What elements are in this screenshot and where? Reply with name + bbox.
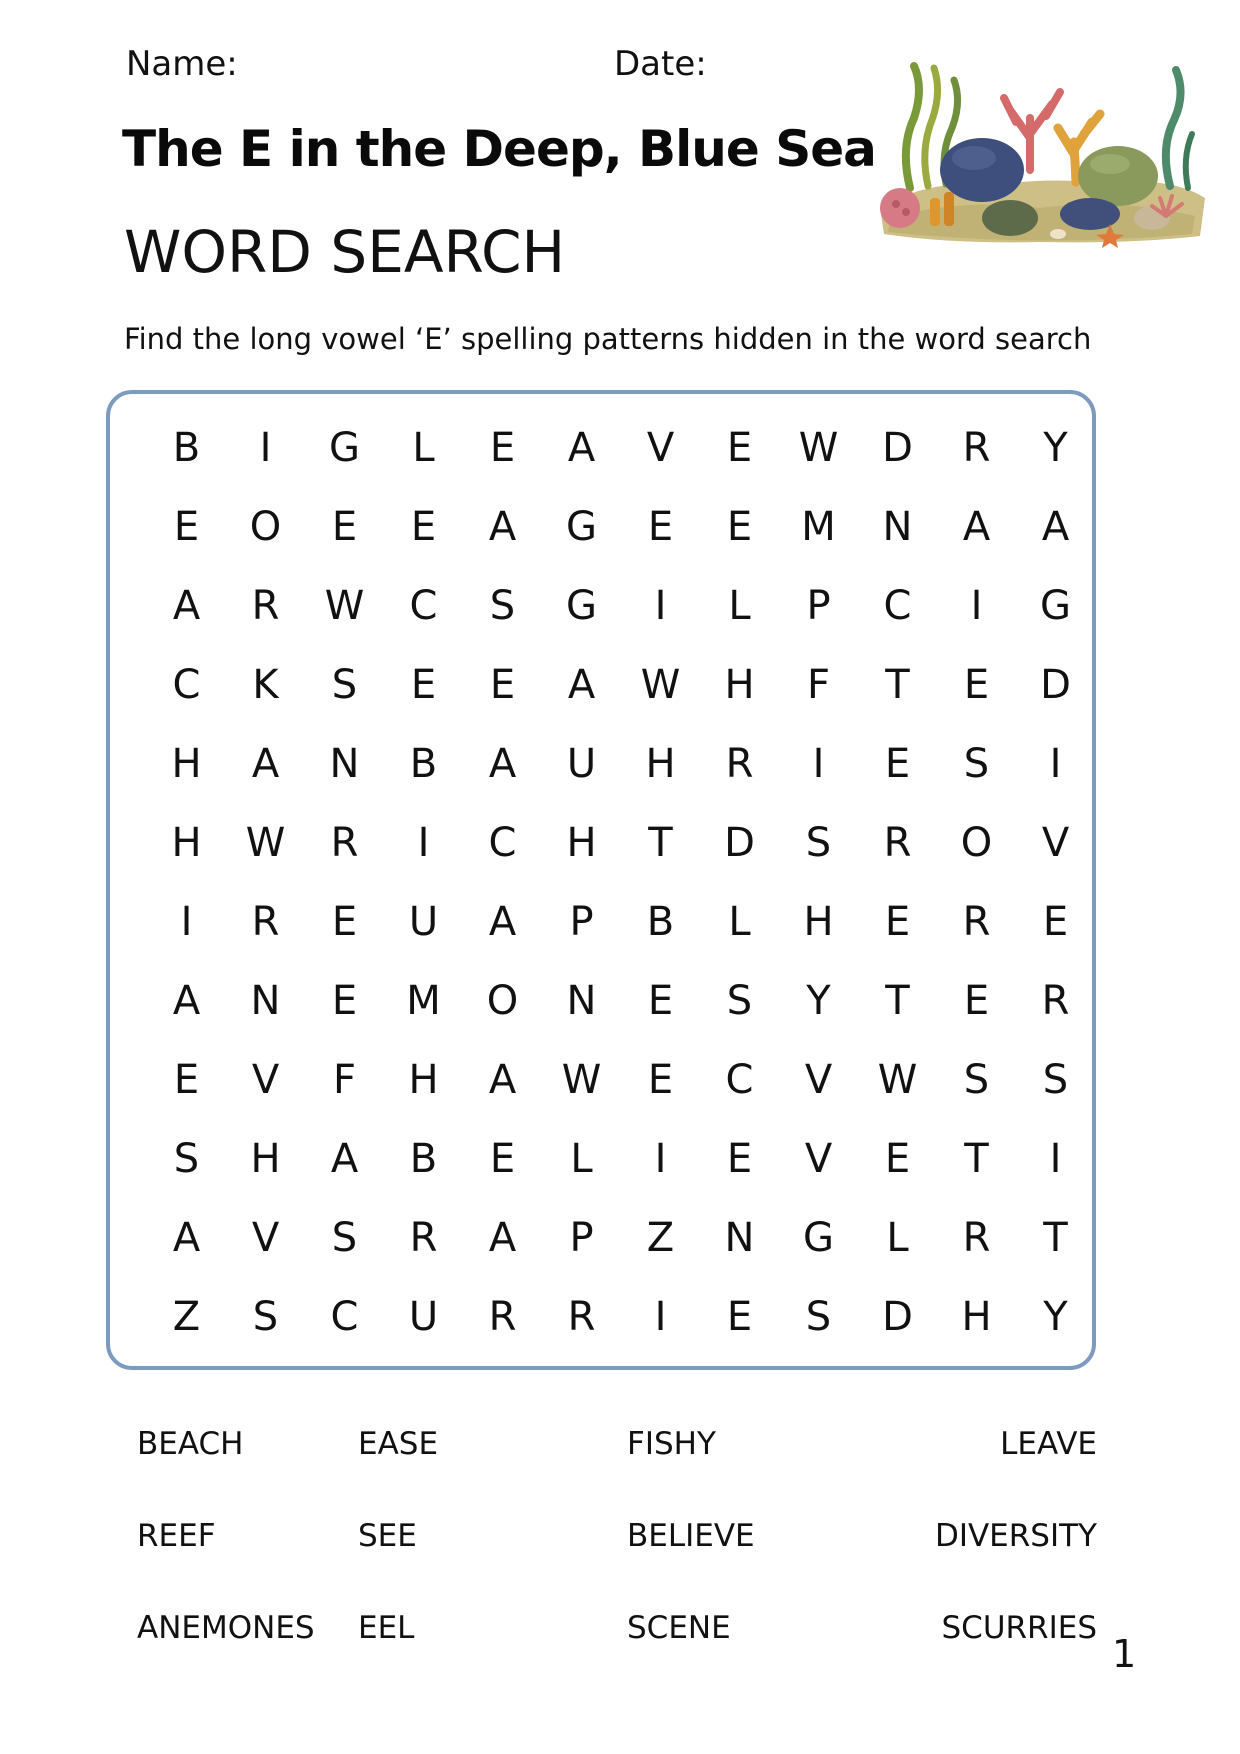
grid-letter: A bbox=[172, 977, 201, 1024]
grid-letter: A bbox=[488, 740, 517, 787]
grid-letter: N bbox=[882, 503, 913, 550]
grid-letter: V bbox=[251, 1214, 280, 1261]
grid-letter: E bbox=[884, 740, 911, 787]
grid-letter: S bbox=[963, 1056, 990, 1103]
grid-letter: H bbox=[961, 1293, 992, 1340]
grid-letter: H bbox=[645, 740, 676, 787]
grid-letter: T bbox=[964, 1135, 989, 1182]
grid-letter: G bbox=[329, 424, 360, 471]
grid-letter: H bbox=[803, 898, 834, 945]
grid-letter: H bbox=[250, 1135, 281, 1182]
grid-letter: E bbox=[331, 898, 358, 945]
grid-letter: E bbox=[489, 661, 516, 708]
grid-letter: E bbox=[1042, 898, 1069, 945]
grid-letter: E bbox=[647, 1056, 674, 1103]
grid-letter: O bbox=[960, 819, 993, 866]
grid-letter: A bbox=[567, 661, 596, 708]
grid-letter: C bbox=[725, 1056, 754, 1103]
grid-letter: I bbox=[970, 582, 983, 629]
grid-letter: E bbox=[489, 1135, 516, 1182]
worksheet-title: The E in the Deep, Blue Sea bbox=[122, 120, 876, 178]
grid-letter: Y bbox=[806, 977, 831, 1024]
word-search-grid bbox=[147, 408, 1095, 1356]
grid-letter: R bbox=[488, 1293, 517, 1340]
word-diversity: DIVERSITY bbox=[934, 1518, 1097, 1554]
grid-letter: L bbox=[728, 898, 751, 945]
grid-letter: C bbox=[488, 819, 517, 866]
grid-letter: E bbox=[331, 977, 358, 1024]
grid-letter: E bbox=[410, 503, 437, 550]
grid-letter: I bbox=[1049, 740, 1062, 787]
grid-letter: E bbox=[173, 503, 200, 550]
grid-letter: I bbox=[180, 898, 193, 945]
grid-letter: S bbox=[963, 740, 990, 787]
grid-letter: G bbox=[803, 1214, 834, 1261]
grid-letter: D bbox=[724, 819, 755, 866]
grid-letter: P bbox=[806, 582, 831, 629]
grid-letter: U bbox=[566, 740, 597, 787]
grid-letter: M bbox=[406, 977, 441, 1024]
grid-letter: D bbox=[882, 424, 913, 471]
grid-letter: N bbox=[724, 1214, 755, 1261]
grid-letter: W bbox=[798, 424, 839, 471]
word-reef: REEF bbox=[137, 1518, 216, 1554]
grid-letter: W bbox=[245, 819, 286, 866]
grid-letter: H bbox=[171, 819, 202, 866]
grid-letter: V bbox=[804, 1056, 833, 1103]
grid-letter: C bbox=[409, 582, 438, 629]
grid-letter: R bbox=[962, 1214, 991, 1261]
grid-letter: I bbox=[812, 740, 825, 787]
grid-letter: S bbox=[805, 819, 832, 866]
grid-letter: I bbox=[259, 424, 272, 471]
grid-letter: B bbox=[172, 424, 201, 471]
grid-letter: N bbox=[566, 977, 597, 1024]
grid-letter: U bbox=[408, 1293, 439, 1340]
grid-letter: N bbox=[250, 977, 281, 1024]
grid-letter: I bbox=[417, 819, 430, 866]
grid-letter: F bbox=[332, 1056, 356, 1103]
grid-letter: D bbox=[882, 1293, 913, 1340]
grid-letter: Z bbox=[172, 1293, 201, 1340]
grid-letter: R bbox=[567, 1293, 596, 1340]
grid-letter: C bbox=[883, 582, 912, 629]
grid-letter: R bbox=[330, 819, 359, 866]
grid-letter: A bbox=[567, 424, 596, 471]
grid-letter: L bbox=[728, 582, 751, 629]
grid-letter: B bbox=[409, 740, 438, 787]
grid-letter: A bbox=[488, 1056, 517, 1103]
grid-letter: E bbox=[884, 1135, 911, 1182]
word-eel: EEL bbox=[358, 1610, 415, 1646]
word-scene: SCENE bbox=[627, 1610, 731, 1646]
grid-letter: A bbox=[330, 1135, 359, 1182]
grid-letter: E bbox=[173, 1056, 200, 1103]
grid-letter: K bbox=[252, 661, 279, 708]
grid-letter: E bbox=[331, 503, 358, 550]
grid-letter: O bbox=[486, 977, 519, 1024]
grid-letter: E bbox=[647, 503, 674, 550]
grid-letter: S bbox=[805, 1293, 832, 1340]
grid-letter: E bbox=[647, 977, 674, 1024]
grid-letter: W bbox=[324, 582, 365, 629]
grid-letter: E bbox=[726, 1135, 753, 1182]
grid-letter: R bbox=[883, 819, 912, 866]
grid-letter: A bbox=[488, 1214, 517, 1261]
grid-letter: G bbox=[566, 582, 597, 629]
grid-letter: L bbox=[412, 424, 435, 471]
grid-letter: U bbox=[408, 898, 439, 945]
grid-letter: A bbox=[172, 1214, 201, 1261]
grid-letter: S bbox=[489, 582, 516, 629]
grid-letter: S bbox=[252, 1293, 279, 1340]
grid-letter: W bbox=[877, 1056, 918, 1103]
grid-letter: Z bbox=[646, 1214, 675, 1261]
grid-letter: S bbox=[726, 977, 753, 1024]
grid-letter: H bbox=[171, 740, 202, 787]
word-believe: BELIEVE bbox=[627, 1518, 755, 1554]
grid-letter: H bbox=[408, 1056, 439, 1103]
grid-letter: D bbox=[1040, 661, 1071, 708]
word-scurries: SCURRIES bbox=[941, 1610, 1097, 1646]
grid-letter: A bbox=[488, 898, 517, 945]
grid-letter: Y bbox=[1043, 424, 1068, 471]
grid-letter: W bbox=[561, 1056, 602, 1103]
worksheet-subtitle: WORD SEARCH bbox=[124, 218, 566, 286]
grid-letter: L bbox=[570, 1135, 593, 1182]
grid-letter: A bbox=[251, 740, 280, 787]
instructions-text: Find the long vowel ‘E’ spelling patterns hidden in the word search bbox=[124, 322, 1092, 356]
grid-letter: S bbox=[331, 1214, 358, 1261]
grid-letter: E bbox=[726, 424, 753, 471]
grid-letter: I bbox=[654, 1293, 667, 1340]
grid-letter: S bbox=[331, 661, 358, 708]
grid-letter: E bbox=[884, 898, 911, 945]
grid-letter: P bbox=[569, 898, 594, 945]
grid-letter: A bbox=[172, 582, 201, 629]
grid-letter: C bbox=[330, 1293, 359, 1340]
coral-reef-illustration-icon bbox=[870, 58, 1210, 248]
grid-letter: O bbox=[249, 503, 282, 550]
grid-letter: E bbox=[410, 661, 437, 708]
grid-letter: R bbox=[251, 582, 280, 629]
grid-letter: T bbox=[885, 661, 910, 708]
grid-letter: B bbox=[646, 898, 675, 945]
word-beach: BEACH bbox=[137, 1426, 244, 1462]
grid-letter: H bbox=[724, 661, 755, 708]
word-leave: LEAVE bbox=[1000, 1426, 1097, 1462]
grid-letter: V bbox=[804, 1135, 833, 1182]
grid-letter: Y bbox=[1043, 1293, 1068, 1340]
grid-letter: R bbox=[962, 898, 991, 945]
grid-letter: E bbox=[726, 503, 753, 550]
word-anemones: ANEMONES bbox=[137, 1610, 315, 1646]
grid-letter: T bbox=[885, 977, 910, 1024]
grid-letter: I bbox=[1049, 1135, 1062, 1182]
grid-letter: W bbox=[640, 661, 681, 708]
grid-letter: S bbox=[1042, 1056, 1069, 1103]
page-number: 1 bbox=[1112, 1632, 1137, 1676]
grid-letter: E bbox=[963, 661, 990, 708]
grid-letter: R bbox=[962, 424, 991, 471]
grid-letter: H bbox=[566, 819, 597, 866]
grid-letter: B bbox=[409, 1135, 438, 1182]
word-ease: EASE bbox=[358, 1426, 439, 1462]
word-fishy: FISHY bbox=[627, 1426, 716, 1462]
grid-letter: T bbox=[648, 819, 673, 866]
grid-letter: N bbox=[329, 740, 360, 787]
grid-letter: L bbox=[886, 1214, 909, 1261]
word-see: SEE bbox=[358, 1518, 417, 1554]
grid-letter: R bbox=[1041, 977, 1070, 1024]
grid-letter: V bbox=[1041, 819, 1070, 866]
grid-letter: T bbox=[1043, 1214, 1068, 1261]
grid-letter: M bbox=[801, 503, 836, 550]
grid-letter: G bbox=[1040, 582, 1071, 629]
grid-letter: G bbox=[566, 503, 597, 550]
name-label: Name: bbox=[126, 44, 238, 84]
grid-letter: E bbox=[489, 424, 516, 471]
grid-letter: A bbox=[1041, 503, 1070, 550]
grid-letter: P bbox=[569, 1214, 594, 1261]
grid-letter: V bbox=[646, 424, 675, 471]
grid-letter: A bbox=[488, 503, 517, 550]
grid-letter: S bbox=[173, 1135, 200, 1182]
grid-letter: R bbox=[409, 1214, 438, 1261]
grid-letter: E bbox=[726, 1293, 753, 1340]
grid-letter: E bbox=[963, 977, 990, 1024]
grid-letter: F bbox=[806, 661, 830, 708]
grid-letter: V bbox=[251, 1056, 280, 1103]
grid-letter: R bbox=[725, 740, 754, 787]
grid-letter: I bbox=[654, 1135, 667, 1182]
date-label: Date: bbox=[614, 44, 707, 84]
grid-letter: R bbox=[251, 898, 280, 945]
grid-letter: A bbox=[962, 503, 991, 550]
grid-letter: I bbox=[654, 582, 667, 629]
grid-letter: C bbox=[172, 661, 201, 708]
